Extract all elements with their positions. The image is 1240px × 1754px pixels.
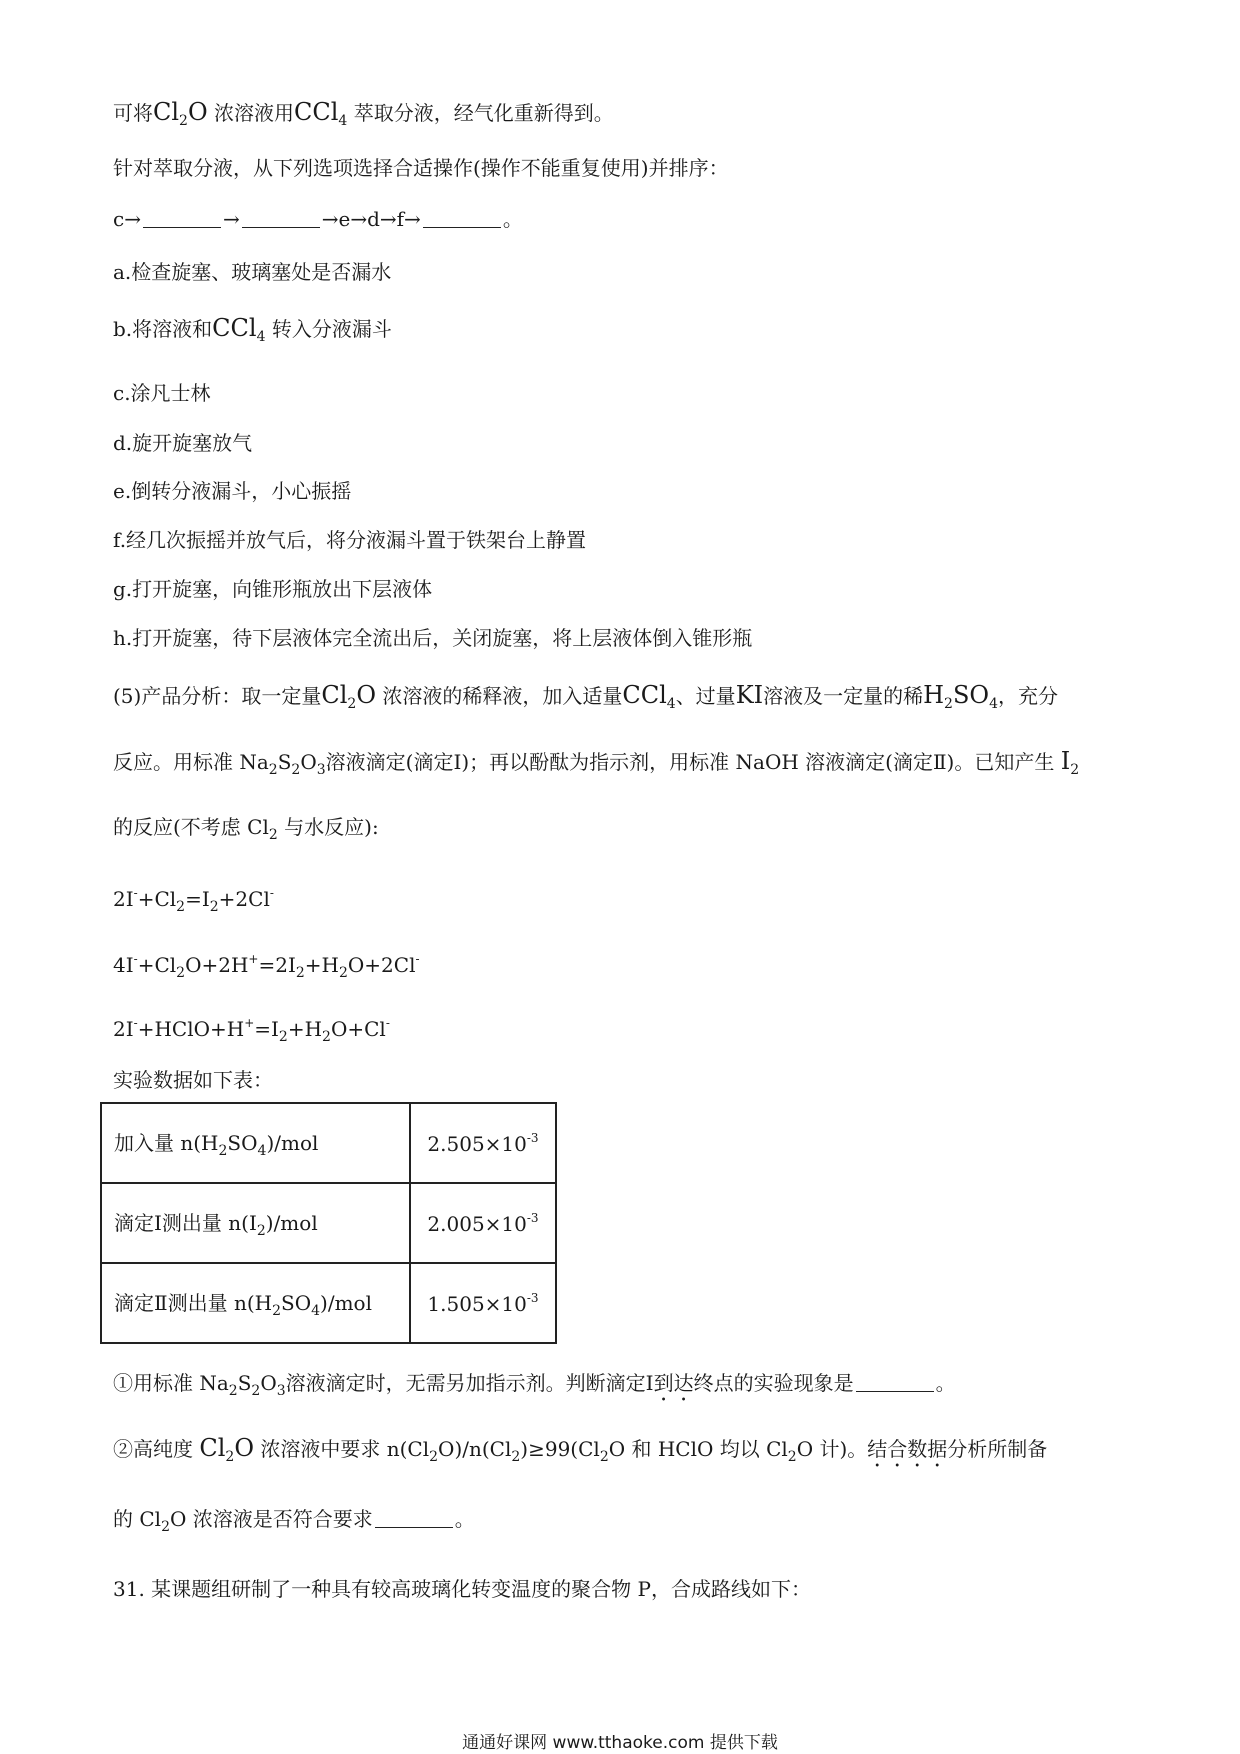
- table-cell-value: $2.005\times 10^{-3}$: [410, 1183, 556, 1263]
- data-table: [100, 1102, 557, 1344]
- question-2: 的 $Cl_2O$ 浓溶液是否符合要求 。: [113, 1507, 475, 1535]
- answer-blank: [242, 209, 320, 228]
- text-line: 可将$Cl_2O$ 浓溶液用CCl$_4$ 萃取分液，经气化重新得到。: [113, 98, 614, 129]
- table-cell-value: $1.505\times 10^{-3}$: [410, 1263, 556, 1343]
- table-cell-label: 滴定Ⅰ测出量 $n(I_2)$/mol: [101, 1183, 410, 1263]
- equation: $2I^-+HClO+H^+=I_2+H_2O+Cl^-$: [113, 1016, 390, 1045]
- option-a: a.检查旋塞、玻璃塞处是否漏水: [113, 260, 392, 284]
- footer-text: 通通好课网 www.tthaoke.com 提供下载: [462, 1733, 778, 1753]
- paragraph-5: 的反应(不考虑 $Cl_2$ 与水反应):: [113, 815, 379, 843]
- question-2: ②高纯度 $Cl_2O$ 浓溶液中要求 $n(Cl_2O)/n(Cl_2)\ge 99(Cl_2O$ 和 HClO 均以 $Cl_2O$ 计)。结合数据分析所制备: [113, 1434, 1048, 1465]
- option-f: f.经几次振摇并放气后，将分液漏斗置于铁架台上静置: [113, 528, 587, 552]
- equation: $2I^-+Cl_2=I_2+2Cl^-$: [113, 886, 274, 915]
- question-1: ①用标准 $Na_2S_2O_3$溶液滴定时，无需另加指示剂。判断滴定Ⅰ到达终点的实验现象是 。: [113, 1371, 956, 1399]
- table-row: [101, 1183, 556, 1263]
- option-c: c.涂凡士林: [113, 381, 211, 405]
- answer-blank: [856, 1373, 934, 1392]
- option-e: e.倒转分液漏斗，小心振摇: [113, 479, 352, 503]
- table-row: [101, 1103, 556, 1183]
- table-row: [101, 1263, 556, 1343]
- sequence-line: c→ → →e→d→f→ 。: [113, 207, 523, 231]
- table-cell-label: 滴定Ⅱ测出量 $n(H_2SO_4)$/mol: [101, 1263, 410, 1343]
- table-cell-label: 加入量 $n(H_2SO_4)$/mol: [101, 1103, 410, 1183]
- option-b: b.将溶液和CCl$_4$ 转入分液漏斗: [113, 314, 392, 345]
- option-h: h.打开旋塞，待下层液体完全流出后，关闭旋塞，将上层液体倒入锥形瓶: [113, 626, 753, 650]
- question-31: 31. 某课题组研制了一种具有较高玻璃化转变温度的聚合物 P，合成路线如下：: [113, 1577, 811, 1601]
- table-cell-value: $2.505\times 10^{-3}$: [410, 1103, 556, 1183]
- answer-blank: [375, 1509, 453, 1528]
- table-intro: 实验数据如下表：: [113, 1068, 273, 1092]
- option-g: g.打开旋塞，向锥形瓶放出下层液体: [113, 577, 433, 601]
- paragraph-5: 反应。用标准 $Na_2S_2O_3$溶液滴定(滴定Ⅰ)；再以酚酞为指示剂，用标准 NaOH 溶液滴定(滴定Ⅱ)。已知产生 $I_2$: [113, 747, 1080, 778]
- text-line: 针对萃取分液，从下列选项选择合适操作(操作不能重复使用)并排序：: [113, 156, 729, 180]
- answer-blank: [143, 209, 221, 228]
- paragraph-5: (5)产品分析：取一定量$Cl_2O$ 浓溶液的稀释液，加入适量CCl$_4$、过量KI溶液及一定量的稀$H_2SO_4$，充分: [113, 681, 1059, 712]
- answer-blank: [423, 209, 501, 228]
- equation: $4I^-+Cl_2O+2H^+=2I_2+H_2O+2Cl^-$: [113, 952, 420, 981]
- option-d: d.旋开旋塞放气: [113, 431, 253, 455]
